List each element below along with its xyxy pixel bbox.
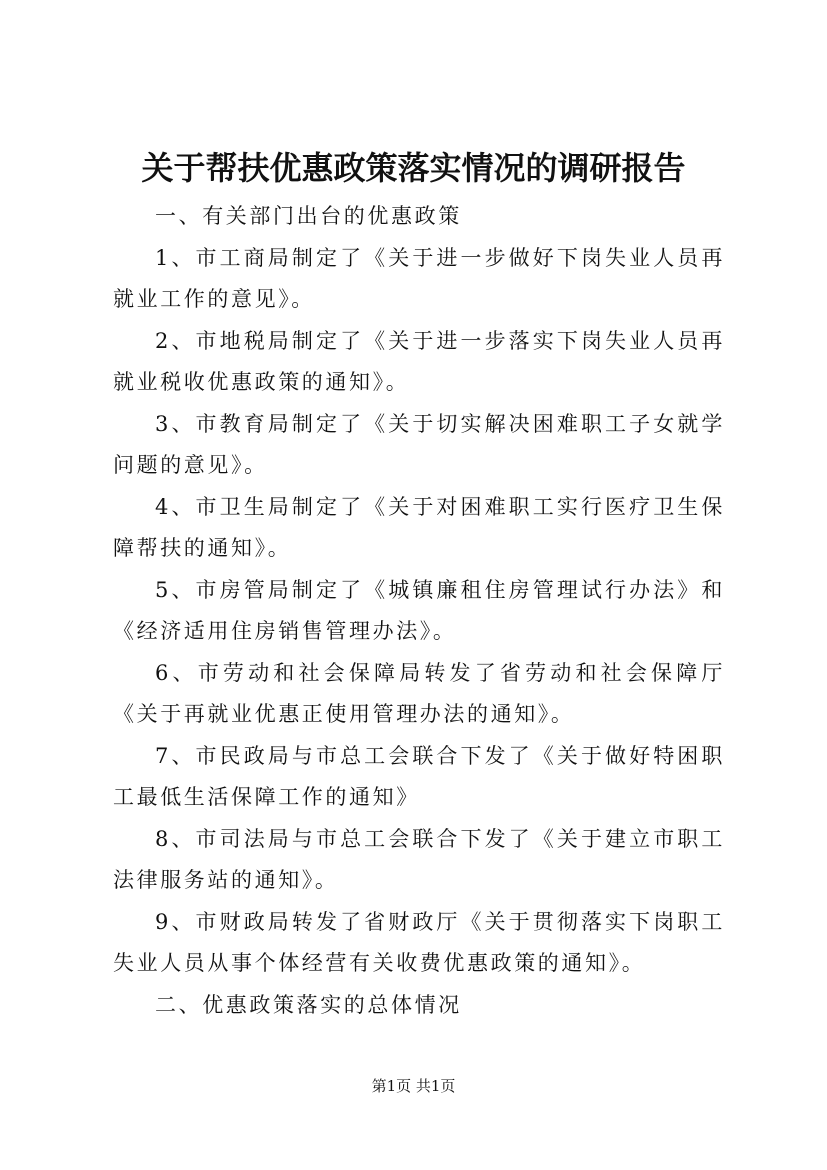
paragraph-item: 2、市地税局制定了《关于进一步落实下岗失业人员再就业税收优惠政策的通知》。 xyxy=(113,328,725,394)
document-title: 关于帮扶优惠政策落实情况的调研报告 xyxy=(141,149,686,187)
paragraph-item: 7、市民政局与市总工会联合下发了《关于做好特困职工最低生活保障工作的通知》 xyxy=(113,743,725,809)
paragraph-item: 9、市财政局转发了省财政厅《关于贯彻落实下岗职工失业人员从事个体经营有关收费优惠政策的通知》。 xyxy=(113,909,725,975)
section-heading: 一、有关部门出台的优惠政策 xyxy=(155,204,462,228)
page-footer: 第1页 共1页 xyxy=(371,1077,456,1095)
paragraph-item: 5、市房管局制定了《城镇廉租住房管理试行办法》和《经济适用住房销售管理办法》。 xyxy=(113,577,725,643)
paragraph-item: 1、市工商局制定了《关于进一步做好下岗失业人员再就业工作的意见》。 xyxy=(113,245,725,311)
section-heading: 二、优惠政策落实的总体情况 xyxy=(155,992,462,1017)
paragraph-item: 4、市卫生局制定了《关于对困难职工实行医疗卫生保障帮扶的通知》。 xyxy=(113,494,725,560)
document-body xyxy=(113,196,725,1026)
paragraph-item: 6、市劳动和社会保障局转发了省劳动和社会保障厅《关于再就业优惠正使用管理办法的通知》。 xyxy=(113,660,725,726)
paragraph-item: 3、市教育局制定了《关于切实解决困难职工子女就学问题的意见》。 xyxy=(113,411,725,477)
paragraph-item: 8、市司法局与市总工会联合下发了《关于建立市职工法律服务站的通知》。 xyxy=(113,826,725,892)
